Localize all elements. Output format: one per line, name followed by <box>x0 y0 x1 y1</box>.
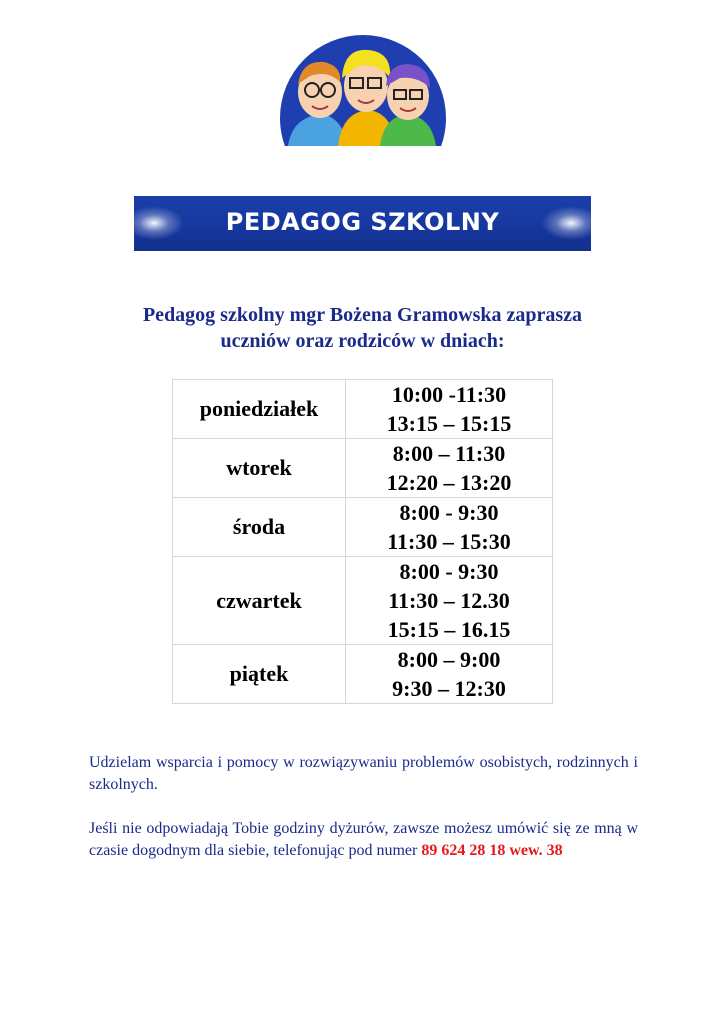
times-cell <box>346 498 553 557</box>
banner-title: PEDAGOG SZKOLNY <box>225 208 500 236</box>
table-row <box>173 557 553 645</box>
time-range: 10:00 -11:30 <box>391 382 507 407</box>
contact-paragraph <box>89 818 638 862</box>
times-cell <box>346 380 553 439</box>
time-range: 8:00 - 9:30 <box>399 559 499 584</box>
time-range: 8:00 – 11:30 <box>392 441 506 466</box>
day-cell: środa <box>173 498 346 557</box>
time-range: 11:30 – 15:30 <box>387 529 511 554</box>
time-range: 8:00 - 9:30 <box>399 500 499 525</box>
time-range: 12:20 – 13:20 <box>386 470 512 495</box>
support-paragraph: Udzielam wsparcia i pomocy w rozwiązywaniu problemów osobistych, rodzinnych i szkolnych. <box>89 754 638 793</box>
heading-line-2: uczniów oraz rodziców w dniach: <box>220 330 505 352</box>
day-cell: poniedziałek <box>173 380 346 439</box>
day-cell: czwartek <box>173 557 346 645</box>
table-row <box>173 380 553 439</box>
time-range: 11:30 – 12.30 <box>388 588 510 613</box>
school-counselor-logo <box>280 26 446 146</box>
table-row <box>173 498 553 557</box>
times-cell <box>346 645 553 704</box>
phone-number: 89 624 28 18 wew. 38 <box>421 842 563 859</box>
office-hours-table <box>172 379 553 704</box>
time-range: 15:15 – 16.15 <box>387 617 511 642</box>
table-row <box>173 439 553 498</box>
time-range: 8:00 – 9:00 <box>397 647 501 672</box>
time-range: 13:15 – 15:15 <box>386 411 512 436</box>
three-kids-cartoon-icon <box>280 26 446 146</box>
times-cell <box>346 439 553 498</box>
contact-text: Jeśli nie odpowiadają Tobie godziny dyżurów, zawsze możesz umówić się ze mną w czasie dogodnym dla siebie, telefonując pod numer <box>89 820 638 859</box>
day-cell: piątek <box>173 645 346 704</box>
table-row <box>173 645 553 704</box>
time-range: 9:30 – 12:30 <box>392 676 506 701</box>
invitation-heading <box>90 302 635 354</box>
title-banner <box>134 196 591 251</box>
day-cell: wtorek <box>173 439 346 498</box>
times-cell <box>346 557 553 645</box>
heading-line-1: Pedagog szkolny mgr Bożena Gramowska zaprasza <box>142 304 583 326</box>
